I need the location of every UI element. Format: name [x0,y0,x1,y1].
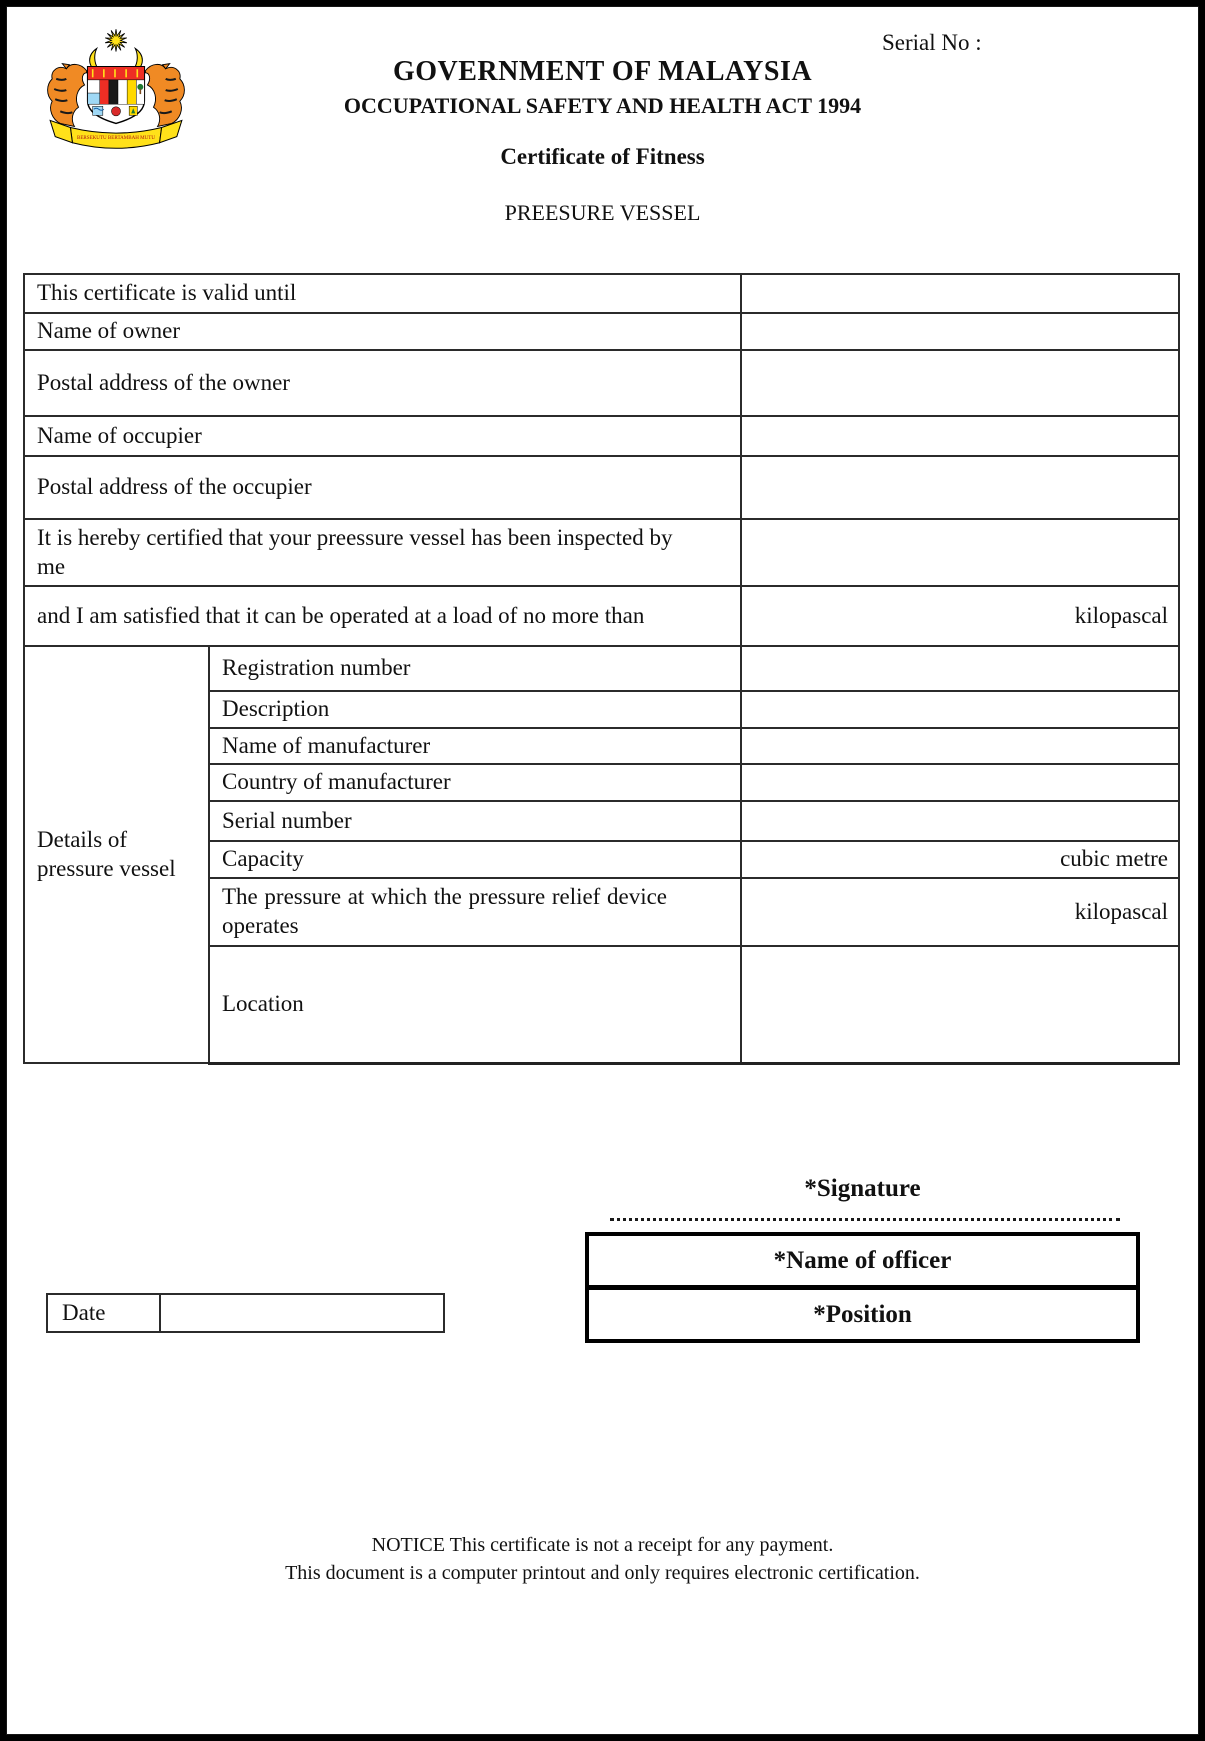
serial-no-label: Serial No : [882,30,982,55]
value-owner-name [741,313,1179,350]
label-owner-address: Postal address of the owner [24,350,741,416]
value-manufacturer-country [741,764,1179,801]
label-relief-pressure [209,878,741,946]
value-capacity-unit: cubic metre [741,841,1179,878]
label-registration-number: Registration number [209,646,741,691]
label-inspected-by-text: It is hereby certified that your preessure vessel has been inspected by me [37,524,673,579]
act-title: OCCUPATIONAL SAFETY AND HEALTH ACT 1994 [343,93,862,118]
label-valid-until: This certificate is valid until [24,274,741,313]
label-max-load-text: and I am satisfied that it can be operated at a load of no more than [37,602,645,628]
label-owner-name: Name of owner [24,313,741,350]
signature-dotted-line [610,1206,1120,1221]
government-title: GOVERNMENT OF MALAYSIA [392,56,813,87]
officer-name-box: *Name of officer [773,1246,952,1274]
notice-line-1: NOTICE This certificate is not a receipt for any payment. [371,1534,834,1556]
value-registration-number [741,646,1179,691]
label-manufacturer-country: Country of manufacturer [209,764,741,801]
notice-line-2: This document is a computer printout and only requires electronic certification. [285,1562,920,1584]
officer-boxes [585,1232,1140,1343]
label-manufacturer-name: Name of manufacturer [209,728,741,764]
coat-of-arms-icon [40,26,192,152]
certificate-title: Certificate of Fitness [500,144,705,169]
certificate-table [23,273,1180,1065]
label-occupier-address: Postal address of the occupier [24,456,741,519]
value-max-load-unit: kilopascal [741,586,1179,646]
value-occupier-address [741,456,1179,519]
label-location: Location [209,946,741,1063]
label-max-load [24,586,741,646]
position-box: *Position [589,1285,1136,1339]
value-relief-pressure-unit: kilopascal [741,878,1179,946]
malaysia-coat-of-arms-logo [40,26,192,152]
value-valid-until [741,274,1179,313]
value-manufacturer-name [741,728,1179,764]
label-relief-pressure-text: The pressure at which the pressure relief device operates [222,884,667,938]
label-serial-number: Serial number [209,801,741,841]
value-description [741,691,1179,728]
signature-label: *Signature [804,1175,921,1202]
value-serial-number [741,801,1179,841]
details-group-label: Details of pressure vessel [24,646,209,1063]
emblem-motto-text: BERSEKUTU BERTAMBAH MUTU [76,135,156,142]
value-location [741,946,1179,1063]
value-owner-address [741,350,1179,416]
document-subject: PREESURE VESSEL [504,200,701,225]
date-label: Date [47,1294,160,1332]
label-occupier-name: Name of occupier [24,416,741,456]
value-inspected-by [741,519,1179,586]
date-value-cell [160,1294,444,1332]
label-capacity: Capacity [209,841,741,878]
date-table [46,1293,445,1333]
label-inspected-by [24,519,741,586]
value-occupier-name [741,416,1179,456]
label-description: Description [209,691,741,728]
